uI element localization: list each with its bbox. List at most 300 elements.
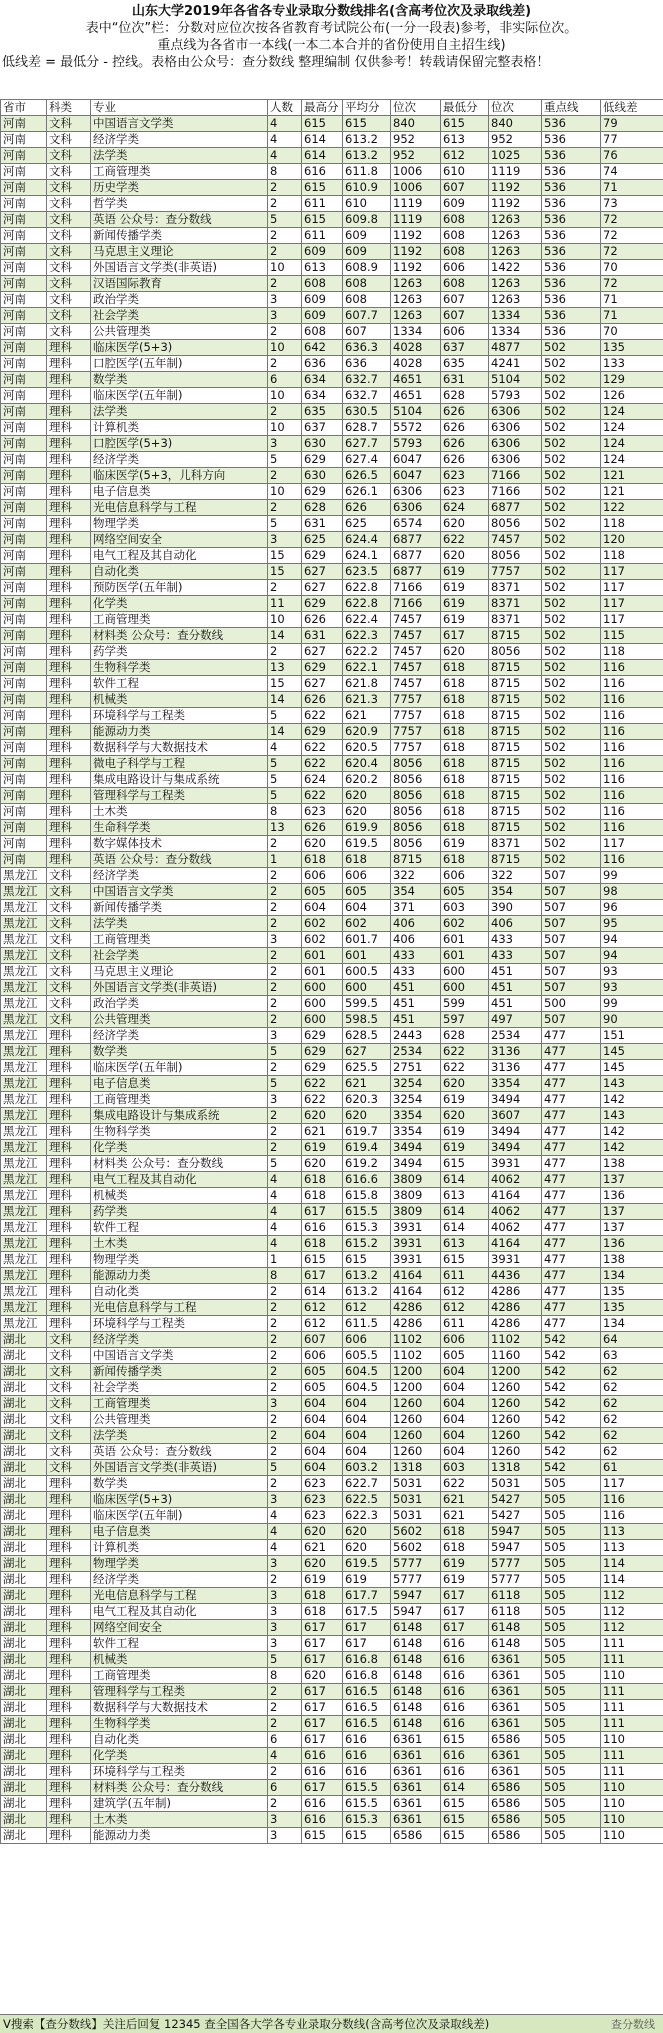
- table-cell: 617: [302, 1620, 343, 1636]
- table-row: [1, 1364, 663, 1380]
- table-row: [1, 1604, 663, 1620]
- table-cell: 628: [441, 1028, 489, 1044]
- table-cell: 1119: [391, 196, 441, 212]
- table-cell: 2: [268, 228, 302, 244]
- table-cell: 5793: [391, 436, 441, 452]
- table-cell: 615.3: [343, 1220, 391, 1236]
- table-cell: 5: [268, 1076, 302, 1092]
- table-cell: 137: [601, 1220, 663, 1236]
- table-cell: 理科: [47, 1524, 91, 1540]
- table-cell: 外国语言文学类(非英语): [91, 980, 268, 996]
- table-cell: 理科: [47, 740, 91, 756]
- col-diff: 低线差: [601, 100, 663, 116]
- table-cell: 71: [601, 308, 663, 324]
- table-cell: 公共管理类: [91, 1412, 268, 1428]
- table-cell: 8056: [391, 772, 441, 788]
- table-cell: 黑龙江: [1, 1012, 47, 1028]
- table-cell: 620: [441, 548, 489, 564]
- table-cell: 598.5: [343, 1012, 391, 1028]
- table-cell: 477: [542, 1156, 601, 1172]
- table-row: [1, 1812, 663, 1828]
- table-row: [1, 1220, 663, 1236]
- table-cell: 505: [542, 1556, 601, 1572]
- table-cell: 124: [601, 436, 663, 452]
- table-cell: 湖北: [1, 1764, 47, 1780]
- table-cell: 619: [441, 596, 489, 612]
- table-row: [1, 1444, 663, 1460]
- table-cell: 502: [542, 836, 601, 852]
- table-cell: 617: [441, 1604, 489, 1620]
- table-cell: 98: [601, 884, 663, 900]
- table-cell: 社会学类: [91, 308, 268, 324]
- table-cell: 609: [302, 308, 343, 324]
- table-cell: 6306: [489, 420, 542, 436]
- table-cell: 黑龙江: [1, 1300, 47, 1316]
- table-cell: 623: [441, 468, 489, 484]
- table-cell: 477: [542, 1252, 601, 1268]
- table-cell: 451: [489, 996, 542, 1012]
- table-cell: 2: [268, 1684, 302, 1700]
- table-cell: 621.3: [343, 692, 391, 708]
- table-cell: 3: [268, 1556, 302, 1572]
- table-cell: 5427: [489, 1508, 542, 1524]
- table-cell: 2: [268, 644, 302, 660]
- table-cell: 505: [542, 1748, 601, 1764]
- table-cell: 616.6: [343, 1172, 391, 1188]
- table-cell: 自动化类: [91, 1732, 268, 1748]
- table-cell: 理科: [47, 1476, 91, 1492]
- table-cell: 619: [441, 612, 489, 628]
- table-cell: 615: [302, 212, 343, 228]
- table-cell: 617: [302, 1204, 343, 1220]
- table-cell: 理科: [47, 1124, 91, 1140]
- table-cell: 135: [601, 340, 663, 356]
- table-cell: 8056: [391, 804, 441, 820]
- table-cell: 4164: [489, 1236, 542, 1252]
- table-cell: 理科: [47, 1812, 91, 1828]
- table-cell: 124: [601, 404, 663, 420]
- table-cell: 477: [542, 1172, 601, 1188]
- table-cell: 615.5: [343, 1796, 391, 1812]
- table-cell: 627.4: [343, 452, 391, 468]
- table-cell: 607.7: [343, 308, 391, 324]
- table-cell: 609: [343, 228, 391, 244]
- table-cell: 经济学类: [91, 132, 268, 148]
- table-cell: 116: [601, 1508, 663, 1524]
- table-cell: 理科: [47, 340, 91, 356]
- table-cell: 614: [302, 132, 343, 148]
- table-cell: 354: [391, 884, 441, 900]
- table-cell: 管理科学与工程类: [91, 1684, 268, 1700]
- table-cell: 477: [542, 1316, 601, 1332]
- table-cell: 477: [542, 1060, 601, 1076]
- table-cell: 536: [542, 228, 601, 244]
- table-cell: 文科: [47, 948, 91, 964]
- table-cell: 湖北: [1, 1828, 47, 1844]
- table-cell: 621: [343, 708, 391, 724]
- table-cell: 536: [542, 164, 601, 180]
- table-cell: 62: [601, 1412, 663, 1428]
- table-cell: 622.8: [343, 596, 391, 612]
- table-cell: 河南: [1, 340, 47, 356]
- table-cell: 5: [268, 212, 302, 228]
- table-cell: 604: [441, 1396, 489, 1412]
- table-cell: 602: [302, 932, 343, 948]
- table-cell: 经济学类: [91, 1572, 268, 1588]
- table-cell: 理科: [47, 436, 91, 452]
- table-cell: 613: [302, 260, 343, 276]
- table-cell: 616: [302, 1220, 343, 1236]
- table-cell: 618: [302, 1604, 343, 1620]
- table-cell: 经济学类: [91, 452, 268, 468]
- table-cell: 7457: [391, 628, 441, 644]
- table-cell: 618: [441, 852, 489, 868]
- table-cell: 法学类: [91, 404, 268, 420]
- table-cell: 604: [343, 900, 391, 916]
- table-cell: 化学类: [91, 1140, 268, 1156]
- table-cell: 625: [302, 532, 343, 548]
- table-cell: 14: [268, 628, 302, 644]
- table-cell: 河南: [1, 196, 47, 212]
- table-cell: 物理学类: [91, 1252, 268, 1268]
- table-cell: 61: [601, 1460, 663, 1476]
- table-cell: 6148: [391, 1620, 441, 1636]
- table-cell: 627: [343, 1044, 391, 1060]
- table-row: [1, 1412, 663, 1428]
- table-cell: 3354: [391, 1124, 441, 1140]
- table-cell: 6361: [489, 1764, 542, 1780]
- table-cell: 理科: [47, 1700, 91, 1716]
- table-cell: 河南: [1, 612, 47, 628]
- table-cell: 文科: [47, 1380, 91, 1396]
- table-row: [1, 548, 663, 564]
- table-row: [1, 1588, 663, 1604]
- table-cell: 617.5: [343, 1604, 391, 1620]
- table-cell: 3: [268, 1396, 302, 1412]
- table-cell: 5: [268, 1044, 302, 1060]
- table-cell: 黑龙江: [1, 1268, 47, 1284]
- table-cell: 621: [302, 1124, 343, 1140]
- table-cell: 湖北: [1, 1476, 47, 1492]
- table-cell: 3136: [489, 1044, 542, 1060]
- table-cell: 604.5: [343, 1364, 391, 1380]
- table-cell: 法学类: [91, 1428, 268, 1444]
- table-cell: 理科: [47, 1508, 91, 1524]
- footer-banner: [0, 2014, 663, 2033]
- table-cell: 615: [441, 1156, 489, 1172]
- table-cell: 620: [441, 1108, 489, 1124]
- table-row: [1, 1076, 663, 1092]
- table-cell: 河南: [1, 308, 47, 324]
- table-cell: 116: [601, 724, 663, 740]
- table-cell: 临床医学(五年制): [91, 1060, 268, 1076]
- table-cell: 617: [302, 1268, 343, 1284]
- table-cell: 湖北: [1, 1620, 47, 1636]
- table-cell: 3494: [489, 1124, 542, 1140]
- table-cell: 72: [601, 276, 663, 292]
- table-cell: 1119: [489, 164, 542, 180]
- table-cell: 3: [268, 932, 302, 948]
- table-cell: 1192: [391, 228, 441, 244]
- table-cell: 603.2: [343, 1460, 391, 1476]
- table-row: [1, 1396, 663, 1412]
- table-cell: 5: [268, 452, 302, 468]
- table-cell: 英语 公众号：查分数线: [91, 212, 268, 228]
- table-cell: 5602: [391, 1524, 441, 1540]
- table-cell: 理科: [47, 484, 91, 500]
- table-cell: 1260: [489, 1428, 542, 1444]
- table-cell: 620.3: [343, 1092, 391, 1108]
- table-cell: 618: [302, 1172, 343, 1188]
- table-cell: 湖北: [1, 1636, 47, 1652]
- table-cell: 1334: [489, 324, 542, 340]
- table-cell: 湖北: [1, 1588, 47, 1604]
- table-cell: 116: [601, 788, 663, 804]
- table-cell: 黑龙江: [1, 900, 47, 916]
- table-cell: 河南: [1, 164, 47, 180]
- table-cell: 3354: [489, 1076, 542, 1092]
- table-cell: 1200: [489, 1364, 542, 1380]
- table-cell: 1260: [391, 1444, 441, 1460]
- table-cell: 613.2: [343, 132, 391, 148]
- table-cell: 840: [489, 116, 542, 132]
- table-cell: 616.8: [343, 1652, 391, 1668]
- table-cell: 616: [441, 1716, 489, 1732]
- table-cell: 5947: [391, 1588, 441, 1604]
- table-cell: 99: [601, 996, 663, 1012]
- table-cell: 数学类: [91, 1476, 268, 1492]
- table-cell: 2: [268, 1476, 302, 1492]
- table-cell: 622: [302, 1092, 343, 1108]
- table-cell: 光电信息科学与工程: [91, 500, 268, 516]
- table-cell: 微电子科学与工程: [91, 756, 268, 772]
- table-cell: 1263: [489, 244, 542, 260]
- table-cell: 114: [601, 1556, 663, 1572]
- table-cell: 623: [302, 1508, 343, 1524]
- table-cell: 620: [343, 788, 391, 804]
- table-row: [1, 708, 663, 724]
- table-cell: 理科: [47, 404, 91, 420]
- table-cell: 604: [302, 900, 343, 916]
- table-cell: 河南: [1, 500, 47, 516]
- table-cell: 371: [391, 900, 441, 916]
- table-cell: 111: [601, 1636, 663, 1652]
- table-cell: 3254: [391, 1076, 441, 1092]
- table-cell: 124: [601, 420, 663, 436]
- table-cell: 138: [601, 1252, 663, 1268]
- table-cell: 5777: [391, 1556, 441, 1572]
- table-row: [1, 964, 663, 980]
- table-cell: 110: [601, 1828, 663, 1844]
- table-cell: 614: [441, 1780, 489, 1796]
- table-row: [1, 164, 663, 180]
- table-cell: 6047: [391, 452, 441, 468]
- table-cell: 143: [601, 1076, 663, 1092]
- table-cell: 4286: [489, 1316, 542, 1332]
- table-cell: 5777: [489, 1572, 542, 1588]
- table-cell: 2: [268, 1060, 302, 1076]
- table-cell: 116: [601, 676, 663, 692]
- table-cell: 617: [343, 1636, 391, 1652]
- table-row: [1, 756, 663, 772]
- table-cell: 629: [302, 724, 343, 740]
- table-cell: 631: [302, 628, 343, 644]
- table-cell: 4028: [391, 356, 441, 372]
- table-cell: 8: [268, 1668, 302, 1684]
- table-cell: 理科: [47, 724, 91, 740]
- table-cell: 黑龙江: [1, 996, 47, 1012]
- table-cell: 6361: [391, 1796, 441, 1812]
- table-cell: 93: [601, 980, 663, 996]
- table-cell: 河南: [1, 484, 47, 500]
- table-cell: 477: [542, 1076, 601, 1092]
- table-cell: 6586: [489, 1780, 542, 1796]
- table-cell: 628.7: [343, 420, 391, 436]
- table-cell: 1263: [391, 308, 441, 324]
- table-row: [1, 1268, 663, 1284]
- table-cell: 542: [542, 1364, 601, 1380]
- table-cell: 集成电路设计与集成系统: [91, 1108, 268, 1124]
- table-cell: 622.8: [343, 580, 391, 596]
- table-cell: 617: [302, 1700, 343, 1716]
- table-cell: 126: [601, 388, 663, 404]
- table-cell: 外国语言文学类(非英语): [91, 1460, 268, 1476]
- table-cell: 505: [542, 1652, 601, 1668]
- table-row: [1, 1300, 663, 1316]
- table-cell: 河南: [1, 548, 47, 564]
- table-cell: 627.7: [343, 436, 391, 452]
- table-cell: 502: [542, 740, 601, 756]
- table-cell: 505: [542, 1524, 601, 1540]
- table-row: [1, 596, 663, 612]
- table-cell: 6: [268, 1780, 302, 1796]
- table-cell: 136: [601, 1188, 663, 1204]
- table-cell: 湖北: [1, 1412, 47, 1428]
- table-cell: 5777: [489, 1556, 542, 1572]
- table-cell: 3809: [391, 1204, 441, 1220]
- table-cell: 616: [302, 1764, 343, 1780]
- table-cell: 文科: [47, 1348, 91, 1364]
- table-cell: 542: [542, 1332, 601, 1348]
- table-cell: 626.1: [343, 484, 391, 500]
- table-cell: 615: [302, 1828, 343, 1844]
- table-cell: 621: [441, 1508, 489, 1524]
- table-row: [1, 1428, 663, 1444]
- table-cell: 616: [441, 1700, 489, 1716]
- table-cell: 608.9: [343, 260, 391, 276]
- table-row: [1, 324, 663, 340]
- table-cell: 临床医学(五年制): [91, 1508, 268, 1524]
- table-cell: 2: [268, 948, 302, 964]
- table-cell: 4: [268, 148, 302, 164]
- table-cell: 613: [441, 1188, 489, 1204]
- table-cell: 黑龙江: [1, 1092, 47, 1108]
- table-cell: 616: [343, 1764, 391, 1780]
- table-cell: 口腔医学(五年制): [91, 356, 268, 372]
- table-cell: 623: [302, 1476, 343, 1492]
- table-row: [1, 1108, 663, 1124]
- table-cell: 理科: [47, 1316, 91, 1332]
- table-cell: 文科: [47, 1412, 91, 1428]
- table-cell: 137: [601, 1172, 663, 1188]
- table-cell: 7757: [391, 708, 441, 724]
- table-cell: 952: [489, 132, 542, 148]
- table-cell: 河南: [1, 788, 47, 804]
- table-cell: 4: [268, 1236, 302, 1252]
- table-cell: 河南: [1, 292, 47, 308]
- table-cell: 3: [268, 292, 302, 308]
- table-cell: 材料类 公众号：查分数线: [91, 628, 268, 644]
- footer-text: V搜索【查分数线】关注后回复 12345 查全国各大学各专业录取分数线(含高考位次及录取线差): [3, 2017, 490, 2031]
- table-cell: 135: [601, 1284, 663, 1300]
- table-cell: 609: [441, 196, 489, 212]
- table-cell: 602: [343, 916, 391, 932]
- table-cell: 建筑学(五年制): [91, 1796, 268, 1812]
- table-cell: 6361: [489, 1700, 542, 1716]
- table-cell: 615: [441, 1796, 489, 1812]
- table-cell: 151: [601, 1028, 663, 1044]
- table-cell: 70: [601, 324, 663, 340]
- table-cell: 616: [302, 1748, 343, 1764]
- table-cell: 117: [601, 1476, 663, 1492]
- table-cell: 理科: [47, 1188, 91, 1204]
- col-major: 专业: [91, 100, 268, 116]
- table-cell: 64: [601, 1332, 663, 1348]
- table-cell: 502: [542, 788, 601, 804]
- table-cell: 6574: [391, 516, 441, 532]
- table-cell: 617: [343, 1620, 391, 1636]
- table-cell: 湖北: [1, 1428, 47, 1444]
- table-cell: 113: [601, 1540, 663, 1556]
- table-cell: 611: [441, 1316, 489, 1332]
- table-cell: 111: [601, 1716, 663, 1732]
- table-cell: 5777: [391, 1572, 441, 1588]
- table-cell: 623.5: [343, 564, 391, 580]
- table-cell: 620: [343, 804, 391, 820]
- table-cell: 13: [268, 660, 302, 676]
- table-cell: 文科: [47, 260, 91, 276]
- table-cell: 507: [542, 884, 601, 900]
- table-cell: 湖北: [1, 1668, 47, 1684]
- table-cell: 72: [601, 212, 663, 228]
- table-cell: 605.5: [343, 1348, 391, 1364]
- table-cell: 618: [441, 660, 489, 676]
- table-cell: 4651: [391, 372, 441, 388]
- table-cell: 135: [601, 1300, 663, 1316]
- table-cell: 4286: [489, 1300, 542, 1316]
- table-cell: 627: [302, 676, 343, 692]
- table-cell: 文科: [47, 1364, 91, 1380]
- table-cell: 7166: [391, 580, 441, 596]
- table-cell: 620: [343, 1524, 391, 1540]
- table-cell: 河南: [1, 804, 47, 820]
- table-cell: 理科: [47, 468, 91, 484]
- table-body: [1, 116, 663, 1844]
- table-cell: 497: [489, 1012, 542, 1028]
- table-cell: 理科: [47, 1604, 91, 1620]
- table-row: [1, 724, 663, 740]
- table-cell: 10: [268, 340, 302, 356]
- table-cell: 605: [302, 1364, 343, 1380]
- table-cell: 615: [343, 1828, 391, 1844]
- table-cell: 542: [542, 1428, 601, 1444]
- table-cell: 黑龙江: [1, 1236, 47, 1252]
- table-cell: 工商管理类: [91, 164, 268, 180]
- table-cell: 616: [441, 1764, 489, 1780]
- table-cell: 619: [441, 836, 489, 852]
- table-cell: 1025: [489, 148, 542, 164]
- table-cell: 536: [542, 276, 601, 292]
